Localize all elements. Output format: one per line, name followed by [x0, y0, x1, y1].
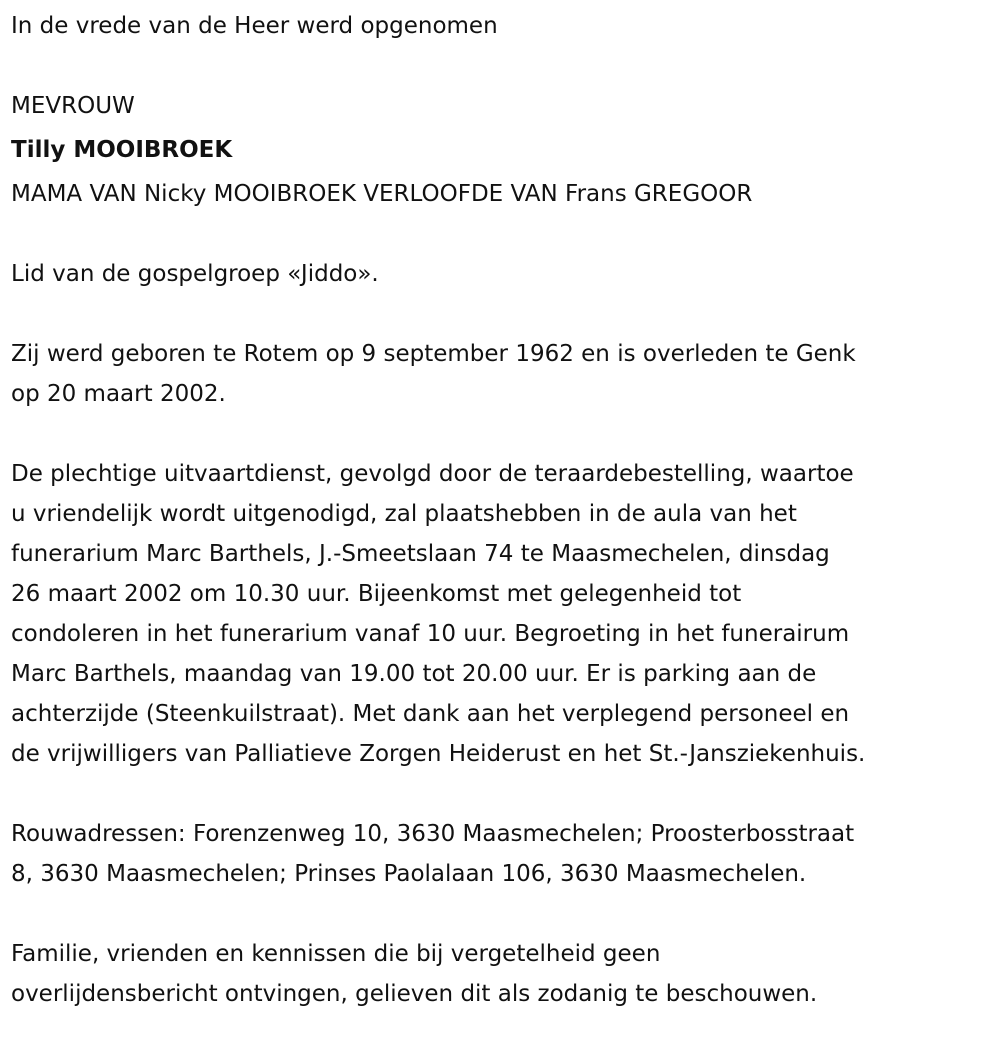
paragraph-line: Marc Barthels, maandag van 19.00 tot 20.00 uur. Er is parking aan de	[11, 661, 817, 687]
paragraph-line: Zij werd geboren te Rotem op 9 september 1962 en is overleden te Genk	[11, 341, 856, 367]
paragraph-line: 8, 3630 Maasmechelen; Prinses Paolalaan 106, 3630 Maasmechelen.	[11, 861, 807, 887]
paragraph-line: de vrijwilligers van Palliatieve Zorgen Heiderust en het St.-Jansziekenhuis.	[11, 741, 866, 767]
paragraph-line: funerarium Marc Barthels, J.-Smeetslaan 74 te Maasmechelen, dinsdag	[11, 541, 830, 567]
membership-text: Lid van de gospelgroep «Jiddo».	[11, 261, 379, 287]
closing-paragraph	[11, 934, 1000, 1014]
service-paragraph	[11, 454, 1000, 774]
paragraph-line: De plechtige uitvaartdienst, gevolgd door de teraardebestelling, waartoe	[11, 461, 854, 487]
paragraph-line: u vriendelijk wordt uitgenodigd, zal plaatshebben in de aula van het	[11, 501, 797, 527]
deceased-name: Tilly MOOIBROEK	[11, 137, 233, 163]
relation-text: MAMA VAN Nicky MOOIBROEK VERLOOFDE VAN Frans GREGOOR	[11, 181, 753, 207]
addresses-paragraph	[11, 814, 1000, 894]
paragraph-line: achterzijde (Steenkuilstraat). Met dank aan het verplegend personeel en	[11, 701, 850, 727]
paragraph-line: Familie, vrienden en kennissen die bij vergetelheid geen	[11, 941, 661, 967]
birth-death-paragraph	[11, 334, 1000, 414]
paragraph-line: 26 maart 2002 om 10.30 uur. Bijeenkomst met gelegenheid tot	[11, 581, 742, 607]
title-text: MEVROUW	[11, 93, 135, 119]
paragraph-line: condoleren in het funerarium vanaf 10 uur. Begroeting in het funerairum	[11, 621, 850, 647]
paragraph-line: Rouwadressen: Forenzenweg 10, 3630 Maasmechelen; Proosterbosstraat	[11, 821, 855, 847]
paragraph-line: op 20 maart 2002.	[11, 381, 226, 407]
paragraph-line: overlijdensbericht ontvingen, gelieven dit als zodanig te beschouwen.	[11, 981, 818, 1007]
intro-text: In de vrede van de Heer werd opgenomen	[11, 13, 498, 39]
